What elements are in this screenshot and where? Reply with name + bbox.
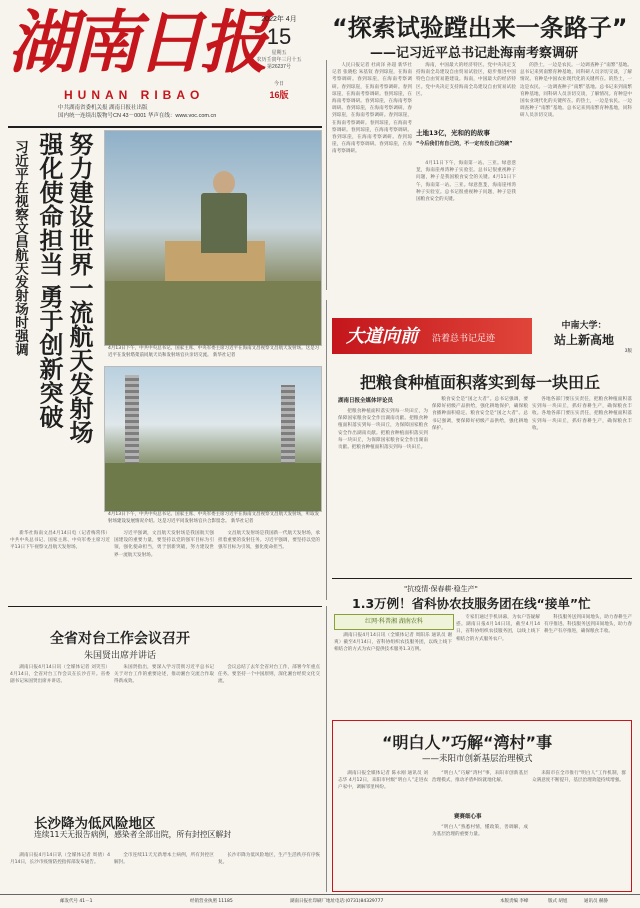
masthead-subline (58, 104, 238, 120)
newspaper-logo-pinyin: HUNAN RIBAO (64, 88, 205, 102)
column2-subheading: “今后我们有自己的，不一定有没自己的碗” (416, 141, 513, 147)
lead-dateline: 新华社海南文昌4月14日电（记者梅常伟）中共中央总书记、国家主席、中央军委主席习近平13日下午视察文昌航天发射场。 (10, 531, 110, 551)
services-text-col3: 科技服务送到田间地头，助力春耕生产有序推进。科技服务送到田间地头，助力春耕生产有序推进，确保粮食丰收。 (544, 615, 632, 635)
changsha-headline: 长沙降为低风险地区 (34, 816, 156, 832)
grain-text-col1: 把粮食种植面积落实到每一块田丘，为保障国家粮食安全作出湖南贡献。把粮食种植面积落实到每一块田丘，为保障国家粮食安全作出湖南贡献。把粮食种植面积落实到每一块田丘，为保障国家粮食安全作出湖南贡献。把粮食种植面积落实到每一块田丘。 (338, 409, 428, 451)
quote-line: "抗疫情·保春耕·稳生产" (404, 585, 478, 593)
person-figure (201, 193, 247, 253)
lead-caption-1: 4月13日下午，中共中央总书记、国家主席、中央军委主席习近平在海南文昌视察文昌航天发射场。这是习近平在发射塔架前同航天员和发射场官兵亲切交流。 新华社记者 (108, 346, 320, 358)
services-headline: 1.3万例！省科协农技服务团在线“接单”忙 (352, 596, 591, 611)
conference-text-col2: 朱国贤指出，要深入学习贯彻习近平总书记关于对台工作的重要论述，推动湘台交流合作取得新成效。 (114, 665, 214, 685)
date-box (246, 14, 312, 101)
changsha-subheadline: 连续11天无报告病例，感染者全部出院，所有封控区解封 (34, 830, 232, 839)
lead-photo-2 (104, 366, 322, 512)
conference-subheadline: 朱国贤出席并讲话 (84, 651, 157, 661)
ad-right (536, 318, 632, 354)
footer-editor: 本版责编 李峰 (500, 899, 529, 904)
divider (326, 606, 327, 892)
boxed-text-col3: 耒阳市在全市推行“明白人”工作机制，群众满意度不断提升，基层治理效能持续增强。 (532, 771, 626, 784)
grain-text-col2: 粮食安全是“国之大者”。总书记强调，要保障好初级产品供给，强化耕地保护，确保粮食播种面积稳定。粮食安全是“国之大者”。总书记强调，要保障好初级产品供给，强化耕地保护。 (432, 397, 528, 431)
conference-text-col1: 湖南日报4月14日讯（全媒体记者 刘笑雪）4月14日，全省对台工作会议在长沙召开。省委副书记朱国贤出席并讲话。 (10, 665, 110, 685)
footer-license: 经销营业执照 11185 (190, 899, 233, 904)
divider (326, 300, 327, 600)
boxed-text-col2: “明白人”巧解“湾村”事，耒阳市创新基层治理模式，推动矛盾纠纷就地化解。 (432, 771, 528, 784)
date-weekday: 星期五 (271, 50, 287, 56)
ad-page-ref: 3版 (624, 349, 632, 354)
conference-text-col3: 会议总结了去年全省对台工作，部署今年重点任务。要坚持一个中国原则，深化湘台经贸文化交流。 (218, 665, 320, 685)
launch-tower-2 (281, 385, 295, 465)
banner-headline: “探索试验蹚出来一条路子” (332, 14, 628, 42)
banner-text-col1: 人民日报记者 杜尚泽 孙超 新华社记者 张晓松 朱基钗 春到琼崖，在海南考察调研。春到琼崖，在海南考察调研。春到琼崖，在海南考察调研。春到琼崖，在海南考察调研。春到琼崖，在海南考察调研。春到琼崖，在海南考察调研。春到琼崖，在海南考察调研。春到琼崖，在海南考察调研。春到琼崖，在海南考察调研。春到琼崖，在海南考察调研。春到琼崖，在海南考察调研。春到琼崖，在海南考察调研。春到琼崖，在海南考察调研。春到琼崖，在海南考察调研。 (332, 63, 412, 155)
services-text-col2: 专家们通过手机屏幕，为农户答疑解惑。湖南日报4月14日讯，截至4月14日，省科协组织农技服务团，以线上线下相结合的方式服务农户。 (456, 615, 540, 642)
lead-text-col1 (10, 530, 110, 600)
group-photo-people (105, 463, 321, 511)
lead-caption-2: 4月13日下午，中共中央总书记、国家主席、中央军委主席习近平在海南文昌视察文昌航天发射场，听取发射场建设发展情况介绍。这是习近平同发射场官兵合影留念。 新华社记者 (108, 512, 320, 524)
newspaper-logo: 湖南日报 (8, 3, 265, 83)
boxed-text-col1: 湖南日报全媒体记者 陈永刚 通讯员 刘志华 4月12日，耒阳市村级“明白人”走进农户家中，调解邻里纠纷。 (338, 771, 428, 791)
grain-headline: 把粮食种植面积落实到每一块田丘 (360, 373, 601, 392)
changsha-text-col1: 湖南日报4月14日讯（全媒体记者 周倩）4月14日，长沙市疫情防控指挥部发布通告。 (10, 853, 110, 866)
boxed-text-col2b: “明白人”熟悉村情，懂政策，善调解，成为基层治理的重要力量。 (432, 825, 528, 838)
date-pages: 16版 (269, 90, 289, 100)
ad-tagline: 沿着总书记足迹 (432, 334, 496, 344)
footer-postal-code: 邮发代号 41－1 (60, 899, 93, 904)
lead-title-col2: 强化使命担当 勇于创新突破 (35, 132, 63, 429)
date-issue: 第26237号 (267, 64, 291, 70)
changsha-text-col3: 长沙市降为低风险地区，生产生活秩序有序恢复。 (218, 853, 320, 866)
column2-heading: 土地13亿，光和的的故事 (416, 129, 491, 137)
ad-right-sub: 站上新高地 (553, 333, 614, 347)
ad-right-title: 中南大学： (561, 321, 607, 331)
lead-text-col3: 文昌航天发射场是我国新一代航天发射场，承担着重要的发射任务。习近平强调，要坚持以党的强军目标为引领，强化使命担当。 (218, 531, 320, 551)
masthead-subline-1: 中共湖南省委机关报 湖南日报社出版 (58, 105, 148, 111)
section-rule (8, 606, 322, 607)
banner-text-col2: 海南，中国最大的经济特区。党中央决定支持海南全岛建设自由贸易试验区，稳步推进中国特色自由贸易港建设。海南，中国最大的经济特区。党中央决定支持海南全岛建设自由贸易试验区。 (416, 63, 516, 97)
ad-brand: 大道向前 (346, 326, 418, 347)
footer (0, 894, 640, 908)
lead-text-col2: 习近平强调，文昌航天发射场是我国航天强国建设的重要力量，要坚持以党的强军目标为引领，强化使命担当，勇于创新突破，努力建设世界一流航天发射场。 (114, 531, 214, 558)
section-rule (332, 578, 632, 579)
changsha-text-col2: 全市连续11天无新增本土病例，所有封控区解封。 (114, 853, 214, 866)
boxed-subhead: 赛赛细心事 (454, 814, 482, 820)
banner-text-col3: 的热土，一边是农民。一边调查种子“南繁”基地。总书记来到南繁育种基地，同科研人员亲切交谈，了解情况。育种是中国农业现代化的关键所在。的热土，一边是农民。一边调查种子“南繁”基地。总书记来到南繁育种基地，同科研人员亲切交谈，了解情况。育种是中国农业现代化的关键所在。的热土，一边是农民。一边调查种子“南繁”基地。总书记来到南繁育种基地，同科研人员亲切交谈。 (520, 63, 632, 119)
masthead-rule (8, 126, 322, 128)
date-year-month: 2022年 4月 (261, 16, 297, 23)
boxed-headline: “明白人”巧解“湾村”事 (382, 733, 553, 752)
footer-printer: 湖南日报社印刷厂地址电话:(0731)84329777 (290, 899, 384, 904)
date-lunar: 农历壬寅年三月十五 (256, 57, 302, 63)
grain-text-col3: 各地各部门要压实责任，把粮食种植面积落实到每一块田丘，抓好春耕生产，确保粮食丰收。各地各部门要压实责任，把粮食种植面积落实到每一块田丘，抓好春耕生产，确保粮食丰收。 (532, 397, 632, 431)
date-today: 今日 (273, 81, 284, 87)
lead-side-title: 习近平在视察文昌航天发射场时强调 (12, 140, 28, 356)
launch-tower-1 (125, 375, 139, 465)
boxed-subheadline: ——耒阳市创新基层治理模式 (422, 754, 533, 764)
grain-subhead: 湖南日报全媒体评论员 (338, 398, 394, 404)
lead-photo-1 (104, 130, 322, 346)
footer-layout: 版式 胡旭 (548, 899, 568, 904)
ad-banner (332, 318, 532, 354)
date-day: 15 (266, 24, 292, 49)
services-logo: 红网·科普湘 湖南农科 (334, 614, 454, 630)
footer-correspondent: 通讯员 赫静 (584, 899, 608, 904)
banner-subheadline: ——记习近平总书记赴海南考察调研 (370, 46, 579, 61)
banner-text-col2b: 4月11日下午，海南第一站。三亚。绿意葱茏，海南崖州湾种子实验室。总书记很重视种子问题，种子是我国粮食安全的关键。4月11日下午，海南第一站。三亚。绿意葱茏，海南崖州湾种子实验室。总书记很重视种子问题，种子是我国粮食安全的关键。 (416, 161, 516, 203)
masthead-subline-2: 国内统一连续出版物号CN 43－0001 华声在线：www.voc.com.cn (58, 113, 217, 119)
conference-headline: 全省对台工作会议召开 (50, 631, 190, 647)
lead-title-col1: 努力建设世界一流航天发射场 (65, 132, 93, 444)
divider (326, 60, 327, 290)
services-text-col1: 湖南日报4月14日讯（全媒体记者 周阳乐 通讯员 谢爽）截至4月14日，省科协组织农技服务团，以线上线下相结合的方式为农户提供技术服务1.3万例。 (334, 633, 452, 653)
person-head (213, 171, 235, 195)
crowd (105, 281, 321, 345)
